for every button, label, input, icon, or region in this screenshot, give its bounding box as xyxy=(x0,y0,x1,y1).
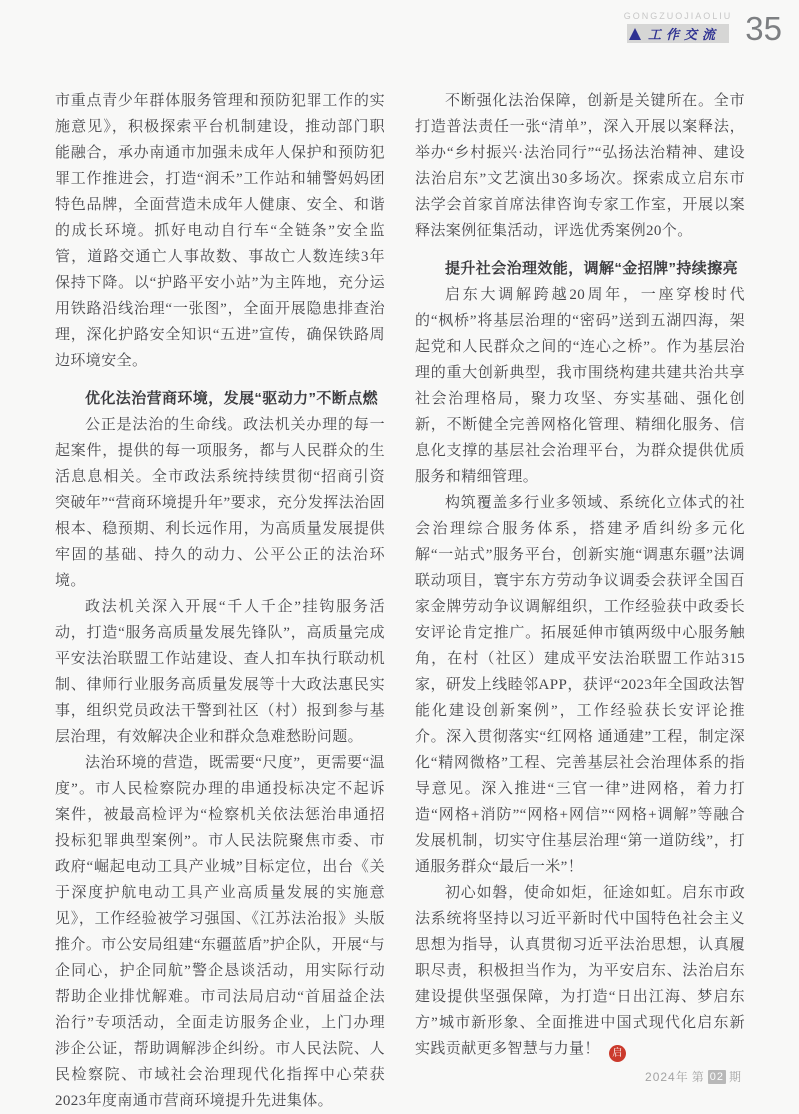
article-body xyxy=(55,88,745,1114)
column-right xyxy=(415,88,745,1114)
paragraph: 市重点青少年群体服务管理和预防犯罪工作的实施意见》，积极探索平台机制建设，推动部门职能融合，承办南通市加强未成年人保护和预防犯罪工作推进会，打造“润禾”工作站和辅警妈妈团特色品牌，全面营造未成年人健康、安全、和谐的成长环境。抓好电动自行车“全链条”安全监管，道路交通亡人事故数、事故亡人数连续3年保持下降。以“护路平安小站”为主阵地，充分运用铁路沿线治理“一张图”，全面开展隐患排查治理，深化护路安全知识“五进”宣传，确保铁路周边环境安全。 xyxy=(55,93,385,369)
section-ribbon-stack xyxy=(624,11,733,43)
footer-issue-suffix: 期 xyxy=(728,1070,742,1084)
paragraph: 政法机关深入开展“千人千企”挂钩服务活动，打造“服务高质量发展先锋队”，高质量完成平安法治联盟工作站建设、查人扣车执行联动机制、律师行业服务高质量发展等十大政法惠民实事，组织党员政法干警到社区（村）报到参与基层治理，有效解决企业和群众急难愁盼问题。 xyxy=(55,599,385,745)
paragraph: 启东大调解跨越20周年，一座穿梭时代的“枫桥”将基层治理的“密码”送到五湖四海，架起党和人民群众之间的“连心之桥”。作为基层治理的重大创新典型，我市围绕构建共建共治共享社会治理格局，聚力攻坚、夯实基础、强化创新，不断健全完善网格化管理、精细化服务、信息化支撑的基层社会治理平台，为群众提供优质服务和精细管理。 xyxy=(415,287,745,485)
footer-year: 2024年 xyxy=(645,1070,689,1084)
section-label: 工作交流 xyxy=(648,27,721,42)
page-header xyxy=(623,9,782,47)
paragraph: 不断强化法治保障，创新是关键所在。全市打造普法责任一张“清单”，深入开展以案释法，举办“乡村振兴·法治同行”“弘扬法治精神、建设法治启东”文艺演出30多场次。探索成立启东市法学会首家首席法律咨询专家工作室，开展以案释法案例征集活动，评选优秀案例20个。 xyxy=(415,93,745,239)
paragraph-text: 初心如磐，使命如炬，征途如虹。启东市政法系统将坚持以习近平新时代中国特色社会主义思想为指导，认真贯彻习近平法治思想，认真履职尽责，积极担当作为，为平安启东、法治启东建设提供坚强保障，为打造“日出江海、梦启东方”城市新形象、全面推进中国式现代化启东新实践贡献更多智慧与力量！ xyxy=(415,885,745,1057)
footer-issue-prefix: 第 xyxy=(691,1070,705,1084)
section-ribbon xyxy=(627,24,729,43)
triangle-icon xyxy=(629,28,641,40)
page-number: 35 xyxy=(745,9,782,47)
section-pinyin-label: GONGZUOJIAOLIU xyxy=(623,11,733,21)
paragraph: 公正是法治的生命线。政法机关办理的每一起案件，提供的每一项服务，都与人民群众的生活息息相关。全市政法系统持续贯彻“招商引资突破年”“营商环境提升年”要求，充分发挥法治固根本、稳预期、利长远作用，为高质量发展提供牢固的基础、持久的动力、公平公正的法治环境。 xyxy=(55,417,385,589)
section-heading: 提升社会治理效能，调解“金招牌”持续擦亮 xyxy=(445,260,739,277)
section-heading: 优化法治营商环境，发展“驱动力”不断点燃 xyxy=(85,390,379,407)
issue-number-badge: 02 xyxy=(709,1070,724,1083)
paragraph: 构筑覆盖多行业多领域、系统化立体式的社会治理综合服务体系，搭建矛盾纠纷多元化解“一站式”服务平台，创新实施“调惠东疆”法调联动项目，寰宇东方劳动争议调委会获评全国百家金牌劳动争议调解组织，工作经验获中政委长安评论肯定推广。拓展延伸市镇两级中心服务触角，在村（社区）建成平安法治联盟工作站315家，研发上线睦邻APP，获评“2023年全国政法智能化建设创新案例”，工作经验获长安评论推介。深入贯彻落实“红网格 通通建”工程，制定深化“精网微格”工程、完善基层社会治理体系的指导意见。深入推进“三官一律”进网格，着力打造“网格+消防”“网格+网信”“网格+调解”等融合发展机制，切实守住基层治理“第一道防线”，打通服务群众“最后一米”！ xyxy=(415,495,745,875)
page-footer xyxy=(645,1068,742,1085)
paragraph xyxy=(415,880,745,1062)
column-left xyxy=(55,88,385,1114)
end-seal-icon: 启 xyxy=(609,1045,626,1062)
paragraph: 法治环境的营造，既需要“尺度”，更需要“温度”。市人民检察院办理的串通投标决定不起诉案件，被最高检评为“检察机关依法惩治串通招投标犯罪典型案例”。市人民法院聚焦市委、市政府“崛起电动工具产业城”目标定位，出台《关于深度护航电动工具产业高质量发展的实施意见》，工作经验被学习强国、《江苏法治报》头版推介。市公安局组建“东疆蓝盾”护企队，开展“与企同心，护企同航”警企恳谈活动，用实际行动帮助企业排忧解难。市司法局启动“首届益企法治行”专项活动，全面走访服务企业，上门办理涉企公证，帮助调解涉企纠纷。市人民法院、人民检察院、市域社会治理现代化指挥中心荣获2023年度南通市营商环境提升先进集体。 xyxy=(55,755,385,1109)
